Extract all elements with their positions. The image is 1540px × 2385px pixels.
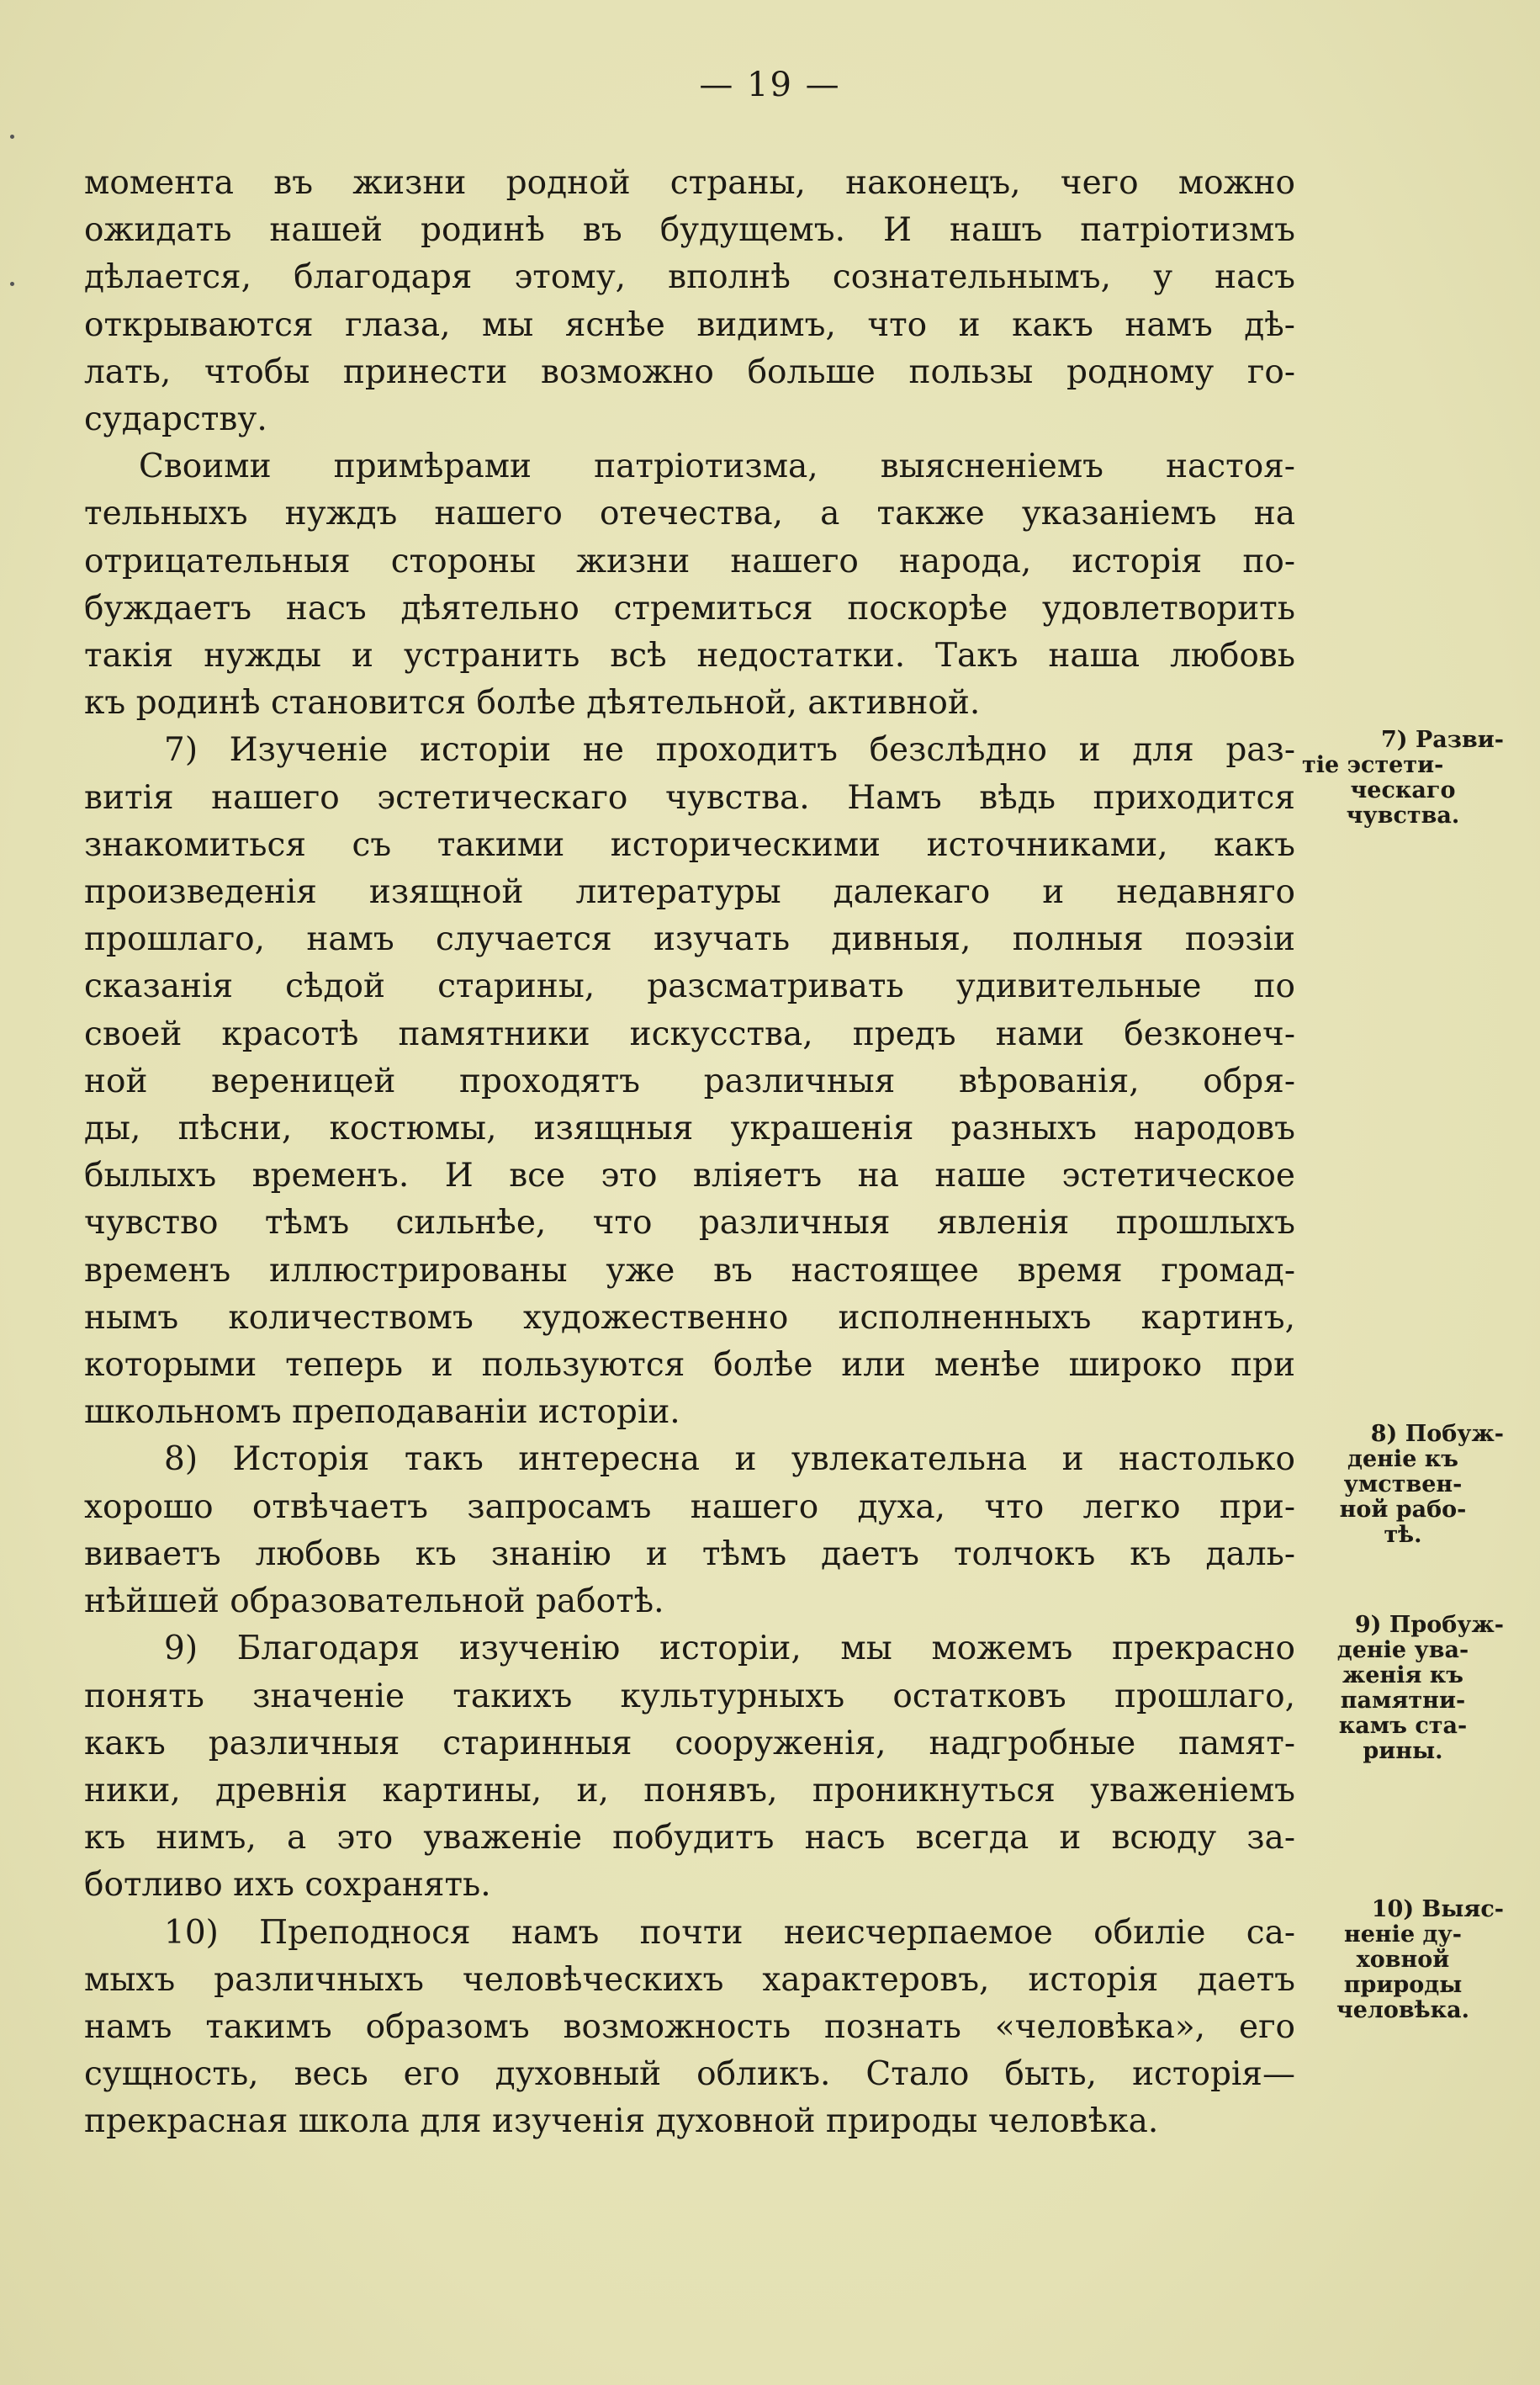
- text-line: буждаетъ насъ дѣятельно стремиться поскорѣе удовлетворить: [84, 589, 1295, 628]
- text-line: прекрасная школа для изученія духовной природы человѣка.: [84, 2102, 1159, 2141]
- text-line: школьномъ преподаваніи исторіи.: [84, 1393, 680, 1432]
- text-line: открываются глаза, мы яснѣе видимъ, что и какъ намъ дѣ-: [84, 305, 1295, 344]
- margin-note-line: 8) Побуж-: [1370, 1421, 1504, 1447]
- text-line: былыхъ временъ. И все это вліяетъ на наше эстетическое: [84, 1157, 1295, 1195]
- margin-note-line: умствен-: [1343, 1471, 1463, 1497]
- text-line: временъ иллюстрированы уже въ настоящее время громад-: [84, 1251, 1295, 1290]
- text-line: какъ различныя старинныя сооруженія, надгробные памят-: [84, 1724, 1295, 1762]
- margin-note-line: деніе къ: [1347, 1446, 1458, 1472]
- text-line: ожидать нашей родинѣ въ будущемъ. И нашъ патріотизмъ: [84, 211, 1295, 250]
- text-line: сказанія сѣдой старины, разсматривать удивительные по: [84, 967, 1295, 1006]
- text-line: ды, пѣсни, костюмы, изящныя украшенія разныхъ народовъ: [84, 1110, 1295, 1148]
- text-line: лать, чтобы принести возможно больше пользы родному го-: [84, 352, 1295, 391]
- margin-note-line: неніе ду-: [1343, 1921, 1463, 1948]
- main-text: [84, 160, 1295, 2146]
- margin-note-line: ческаго: [1350, 777, 1456, 803]
- margin-note-line: человѣка.: [1336, 1997, 1470, 2023]
- text-line: 7) Изученіе исторіи не проходитъ безслѣдно и для раз-: [164, 731, 1295, 770]
- text-line: мыхъ различныхъ человѣческихъ характеровъ, исторія даетъ: [84, 1960, 1295, 1999]
- text-line: виваетъ любовь къ знанію и тѣмъ даетъ толчокъ къ даль-: [84, 1534, 1295, 1573]
- text-line: понять значеніе такихъ культурныхъ остатковъ прошлаго,: [84, 1677, 1295, 1715]
- text-line: ботливо ихъ сохранять.: [84, 1866, 491, 1905]
- margin-note-line: ной рабо-: [1339, 1497, 1467, 1523]
- page-number: — 19 —: [699, 66, 841, 104]
- margin-note-10: [1302, 1897, 1504, 2023]
- text-line: къ родинѣ становится болѣе дѣятельной, активной.: [84, 684, 981, 723]
- margin-note-line: тіе эстети-: [1302, 752, 1444, 778]
- margin-note-8: [1302, 1422, 1504, 1548]
- margin-note-line: природы: [1343, 1972, 1463, 1998]
- margin-note-line: тѣ.: [1384, 1522, 1422, 1548]
- text-line: сущность, весь его духовный обликъ. Стало быть, исторія—: [84, 2055, 1295, 2094]
- text-line: Своими примѣрами патріотизма, выясненіемъ настоя-: [139, 448, 1295, 486]
- speck: [10, 282, 14, 286]
- text-line: нѣйшей образовательной работѣ.: [84, 1582, 664, 1621]
- margin-note-line: 9) Пробуж-: [1354, 1612, 1504, 1638]
- text-line: момента въ жизни родной страны, наконецъ, чего можно: [84, 164, 1295, 202]
- text-line: такія нужды и устранить всѣ недостатки. Такъ наша любовь: [84, 637, 1295, 676]
- text-line: намъ такимъ образомъ возможность познать «человѣка», его: [84, 2007, 1295, 2046]
- text-line: 9) Благодаря изученію исторіи, мы можемъ прекрасно: [164, 1630, 1295, 1668]
- text-line: ники, древнія картины, и, понявъ, проникнуться уваженіемъ: [84, 1771, 1295, 1810]
- margin-note-7: [1302, 728, 1504, 829]
- text-line: хорошо отвѣчаетъ запросамъ нашего духа, что легко при-: [84, 1487, 1295, 1526]
- margin-note-line: 10) Выяс-: [1371, 1896, 1504, 1922]
- margin-note-line: деніе ува-: [1336, 1637, 1469, 1663]
- text-line: знакомиться съ такими историческими источниками, какъ: [84, 825, 1295, 864]
- text-line: 8) Исторія такъ интересна и увлекательна и настолько: [164, 1440, 1295, 1479]
- text-line: своей красотѣ памятники искусства, предъ нами безконеч-: [84, 1015, 1295, 1053]
- margin-note-line: женія къ: [1342, 1662, 1464, 1688]
- margin-note-line: рины.: [1363, 1738, 1443, 1764]
- text-line: отрицательныя стороны жизни нашего народа, исторія по-: [84, 542, 1295, 580]
- text-line: сударству.: [84, 400, 267, 439]
- text-line: ной вереницей проходятъ различныя вѣрованія, обря-: [84, 1062, 1295, 1100]
- speck: [10, 135, 14, 139]
- text-line: витія нашего эстетическаго чувства. Намъ вѣдь приходится: [84, 778, 1295, 817]
- text-line: дѣлается, благодаря этому, вполнѣ сознательнымъ, у насъ: [84, 258, 1295, 297]
- margin-note-line: камъ ста-: [1338, 1713, 1468, 1739]
- margin-note-9: [1302, 1613, 1504, 1764]
- text-line: 10) Преподнося намъ почти неисчерпаемое обиліе са-: [164, 1913, 1295, 1952]
- margin-note-line: памятни-: [1340, 1688, 1466, 1714]
- margin-note-line: 7) Разви-: [1381, 727, 1504, 753]
- text-line: нымъ количествомъ художественно исполненныхъ картинъ,: [84, 1298, 1295, 1337]
- margin-note-line: ховной: [1356, 1947, 1450, 1973]
- text-line: тельныхъ нуждъ нашего отечества, а также указаніемъ на: [84, 495, 1295, 533]
- text-line: произведенія изящной литературы далекаго и недавняго: [84, 873, 1295, 912]
- margin-note-line: чувства.: [1346, 803, 1460, 829]
- text-line: прошлаго, намъ случается изучать дивныя, полныя поэзіи: [84, 920, 1295, 959]
- text-line: чувство тѣмъ сильнѣе, что различныя явленія прошлыхъ: [84, 1204, 1295, 1243]
- text-line: къ нимъ, а это уваженіе побудитъ насъ всегда и всюду за-: [84, 1819, 1295, 1858]
- text-line: которыми теперь и пользуются болѣе или менѣе широко при: [84, 1346, 1295, 1385]
